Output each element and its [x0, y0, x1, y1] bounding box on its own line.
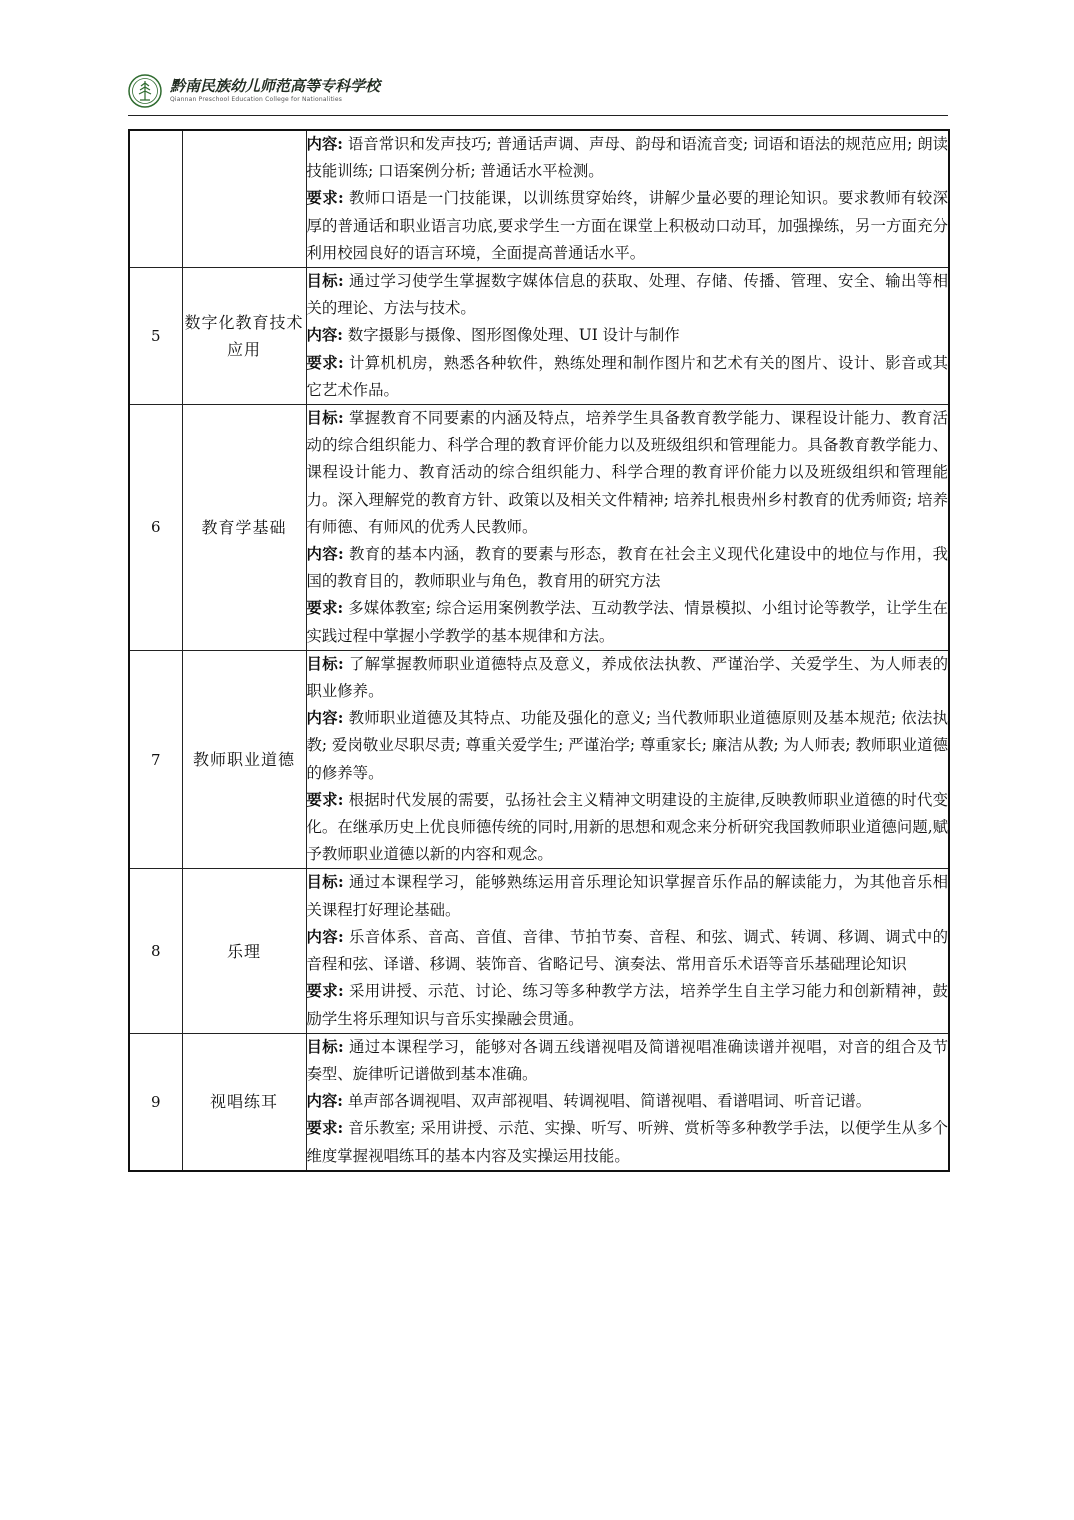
- description-paragraph: [307, 322, 949, 349]
- description-paragraph: [307, 131, 949, 185]
- paragraph-text: 音乐教室; 采用讲授、示范、实操、听写、听辨、赏析等多种教学手法，以便学生从多个维度掌握视唱练耳的基本内容及实操运用技能。: [306, 1119, 948, 1165]
- paragraph-label: 要求:: [306, 1119, 344, 1138]
- course-description: [306, 1033, 949, 1171]
- course-description: [306, 405, 949, 651]
- course-row: [129, 1033, 949, 1171]
- course-row: [129, 130, 949, 268]
- description-paragraph: [307, 924, 949, 978]
- paragraph-text: 通过本课程学习，能够对各调五线谱视唱及简谱视唱准确读谱并视唱，对音的组合及节奏型、旋律听记谱做到基本准确。: [306, 1037, 948, 1083]
- course-description: [306, 869, 949, 1033]
- paragraph-label: 内容:: [306, 545, 344, 564]
- paragraph-text: 教师职业道德及其特点、功能及强化的意义; 当代教师职业道德原则及基本规范; 依法执教; 爱岗敬业尽职尽责; 尊重关爱学生; 严谨治学; 尊重家长; 廉洁从教; 为人师表; 教师职业道德的修养等。: [306, 709, 948, 782]
- course-number: [129, 130, 182, 268]
- course-number: 9: [129, 1033, 182, 1171]
- school-name-en: Qiannan Preschool Education College for Nationalities: [170, 96, 343, 103]
- course-number: 5: [129, 268, 182, 405]
- description-paragraph: [307, 268, 949, 322]
- paragraph-label: 内容:: [306, 709, 344, 728]
- paragraph-text: 计算机机房，熟悉各种软件，熟练处理和制作图片和艺术有关的图片、设计、影音或其它艺术作品。: [306, 353, 948, 399]
- course-number: 8: [129, 869, 182, 1033]
- course-description: [306, 268, 949, 405]
- paragraph-label: 内容:: [306, 135, 343, 153]
- paragraph-label: 目标:: [306, 873, 344, 892]
- paragraph-label: 内容:: [306, 326, 343, 345]
- course-row: [129, 650, 949, 869]
- description-paragraph: [307, 787, 949, 869]
- paragraph-text: 教育的基本内涵，教育的要素与形态，教育在社会主义现代化建设中的地位与作用，我国的教育目的，教师职业与角色，教育用的研究方法: [306, 545, 948, 591]
- paragraph-text: 通过学习使学生掌握数字媒体信息的获取、处理、存储、传播、管理、安全、输出等相关的理论、方法与技术。: [306, 272, 948, 318]
- paragraph-label: 要求:: [306, 353, 344, 372]
- course-name: 教师职业道德: [182, 650, 306, 869]
- paragraph-text: 单声部各调视唱、双声部视唱、转调视唱、简谱视唱、看谱唱词、听音记谱。: [342, 1092, 872, 1111]
- paragraph-text: 乐音体系、音高、音值、音律、节拍节奏、音程、和弦、调式、转调、移调、调式中的音程和弦、译谱、移调、装饰音、省略记号、演奏法、常用音乐术语等音乐基础理论知识: [306, 927, 948, 974]
- paragraph-label: 要求:: [306, 189, 344, 208]
- paragraph-text: 多媒体教室; 综合运用案例教学法、互动教学法、情景模拟、小组讨论等教学，让学生在实践过程中掌握小学教学的基本规律和方法。: [306, 599, 948, 645]
- description-paragraph: [307, 1088, 949, 1115]
- description-paragraph: [307, 1115, 949, 1169]
- description-paragraph: [307, 405, 949, 541]
- paragraph-text: 采用讲授、示范、讨论、练习等多种教学方法，培养学生自主学习能力和创新精神，鼓励学生将乐理知识与音乐实操融会贯通。: [306, 982, 948, 1028]
- paragraph-text: 数字摄影与摄像、图形图像处理、UI 设计与制作: [342, 326, 680, 345]
- course-row: [129, 268, 949, 405]
- paragraph-text: 教师口语是一门技能课，以训练贯穿始终，讲解少量必要的理论知识。要求教师有较深厚的普通话和职业语言功底,要求学生一方面在课堂上积极动口动耳，加强操练，另一方面充分利用校园良好的语言环境，全面提高普通话水平。: [306, 189, 948, 262]
- description-paragraph: [307, 1034, 949, 1088]
- course-name: [182, 130, 306, 268]
- paragraph-text: 根据时代发展的需要，弘扬社会主义精神文明建设的主旋律,反映教师职业道德的时代变化。在继承历史上优良师德传统的同时,用新的思想和观念来分析研究我国教师职业道德问题,赋予教师职业道德以新的内容和观念。: [306, 790, 948, 864]
- description-paragraph: [307, 978, 949, 1032]
- course-name: 乐理: [182, 869, 306, 1033]
- header-divider: [128, 115, 948, 116]
- description-paragraph: [307, 185, 949, 267]
- description-paragraph: [307, 869, 949, 923]
- school-emblem-icon: [128, 74, 162, 108]
- paragraph-label: 要求:: [306, 599, 344, 618]
- paragraph-label: 目标:: [306, 409, 344, 428]
- course-number: 7: [129, 650, 182, 869]
- paragraph-label: 目标:: [306, 654, 344, 673]
- paragraph-text: 通过本课程学习，能够熟练运用音乐理论知识掌握音乐作品的解读能力，为其他音乐相关课程打好理论基础。: [306, 873, 948, 919]
- course-name: 数字化教育技术应用: [182, 268, 306, 405]
- course-number: 6: [129, 405, 182, 651]
- course-name: 视唱练耳: [182, 1033, 306, 1171]
- school-name-cn: 黔南民族幼儿师范高等专科学校: [170, 77, 381, 95]
- paragraph-label: 内容:: [306, 1092, 343, 1111]
- description-paragraph: [307, 541, 949, 595]
- page-header: [128, 72, 948, 114]
- description-paragraph: [307, 350, 949, 404]
- paragraph-label: 内容:: [306, 927, 344, 946]
- paragraph-text: 语音常识和发声技巧; 普通话声调、声母、韵母和语流音变; 词语和语法的规范应用; 朗读技能训练; 口语案例分析; 普通话水平检测。: [306, 135, 948, 181]
- course-description: [306, 130, 949, 268]
- description-paragraph: [307, 595, 949, 649]
- paragraph-label: 目标:: [306, 1037, 344, 1056]
- course-name: 教育学基础: [182, 405, 306, 651]
- description-paragraph: [307, 651, 949, 705]
- description-paragraph: [307, 705, 949, 787]
- course-description: [306, 650, 949, 869]
- paragraph-label: 要求:: [306, 982, 344, 1001]
- course-row: [129, 405, 949, 651]
- paragraph-label: 目标:: [306, 272, 344, 291]
- course-row: [129, 869, 949, 1033]
- paragraph-label: 要求:: [306, 790, 344, 809]
- course-table: [128, 129, 950, 1172]
- paragraph-text: 掌握教育不同要素的内涵及特点，培养学生具备教育教学能力、课程设计能力、教育活动的综合组织能力、科学合理的教育评价能力以及班级组织和管理能力。具备教育教学能力、课程设计能力、教育活动的综合组织能力、科学合理的教育评价能力以及班级组织和管理能力。深入理解党的教育方针、政策以及相关文件精神; 培养扎根贵州乡村教育的优秀师资; 培养有师德、有师风的优秀人民教师。: [306, 409, 948, 536]
- paragraph-text: 了解掌握教师职业道德特点及意义，养成依法执教、严谨治学、关爱学生、为人师表的职业修养。: [306, 654, 948, 701]
